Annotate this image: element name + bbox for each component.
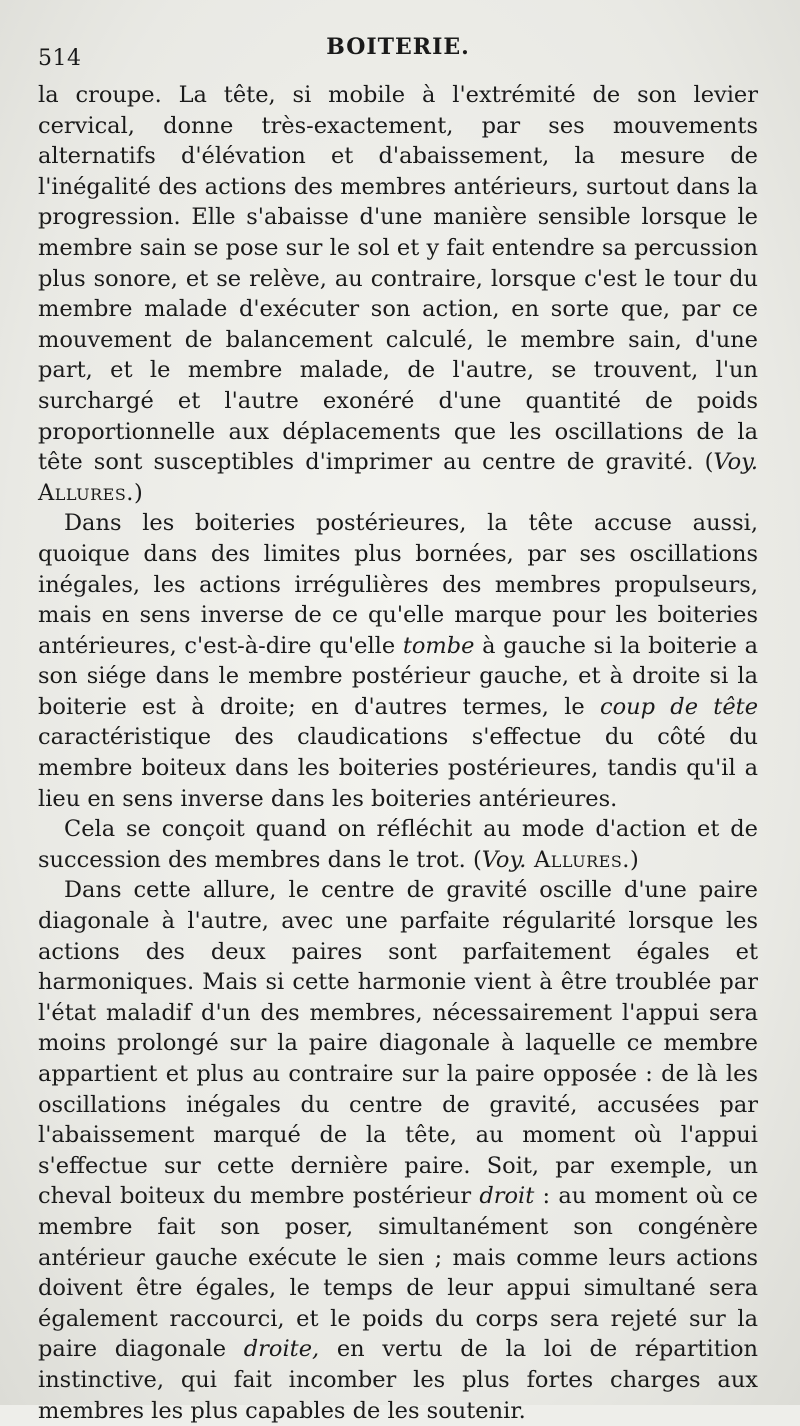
paragraph-2-text-b: à gauche si la boiterie a son siége dans le membre postérieur gauche, et à droite si la boiterie est à droite; en d'autres termes, le [38, 632, 758, 720]
paragraph-1 [38, 80, 758, 508]
close-paren: ) [629, 846, 639, 873]
italic-coup-de-tete: coup de tête [600, 693, 759, 720]
paragraph-2 [38, 508, 758, 814]
voy-abbrev: Voy. [481, 846, 527, 873]
paragraph-4-text-a: Dans cette allure, le centre de gravité oscille d'une paire diagonale à l'autre, avec une parfaite régularité lorsque les actions des deux paires sont parfaitement égales et harmoniques. Mais si cette harmonie vient à être troublée par l'état maladif d'un des membres, nécessairement l'appui sera moins prolongé sur la paire diagonale à laquelle ce membre appartient et plus au contraire sur la paire opposée : de là les oscillations inégales du centre de gravité, accusées par l'abaissement marqué de la tête, au moment où l'appui s'effectue sur cette dernière paire. Soit, par exemple, un cheval boiteux du membre postérieur [38, 877, 758, 1210]
body-text [38, 80, 758, 1426]
paragraph-4-text-b: : au moment où ce membre fait son poser, simultanément son congénère antérieur gauche exécute le sien ; mais comme leurs actions doivent être égales, le temps de leur appui simultané sera également raccourci, et le poids du corps sera rejeté sur la paire diagonale [38, 1183, 758, 1363]
paragraph-1-text: la croupe. La tête, si mobile à l'extrémité de son levier cervical, donne très-exactement, par ses mouvements alternatifs d'élévation et d'abaissement, la mesure de l'inégalité des actions des membres antérieurs, surtout dans la progression. Elle s'abaisse d'une manière sensible lorsque le membre sain se pose sur le sol et y fait entendre sa percussion plus sonore, et se relève, au contraire, lorsque c'est le tour du membre malade d'exécuter son action, en sorte que, par ce mouvement de balancement calculé, le membre sain, d'une part, et le membre malade, de l'autre, se trouvent, l'un surchargé et l'autre exonéré d'une quantité de poids proportionnelle aux déplacements que les oscillations de la tête sont susceptibles d'imprimer au centre de gravité. ( [38, 82, 758, 476]
italic-droit: droit [479, 1183, 535, 1210]
running-head: BOITERIE. [326, 34, 470, 60]
paragraph-3 [38, 814, 758, 875]
page-header [38, 28, 758, 80]
italic-droite: droite, [243, 1336, 320, 1363]
close-paren: ) [133, 479, 143, 506]
page-number: 514 [38, 46, 82, 71]
paragraph-2-text-c: caractéristique des claudications s'effectue du côté du membre boiteux dans les boiteries postérieures, tandis qu'il a lieu en sens inverse dans les boiteries antérieures. [38, 724, 758, 812]
italic-tombe: tombe [402, 632, 475, 659]
paragraph-4-text-c: en vertu de la loi de répartition instinctive, qui fait incomber les plus fortes charges aux membres les plus capables de les soutenir. [38, 1336, 758, 1424]
paragraph-2-text-a: Dans les boiteries postérieures, la tête accuse aussi, quoique dans des limites plus bornées, par ses oscillations inégales, les actions irrégulières des membres propulseurs, mais en sens inverse de ce qu'elle marque pour les boiteries antérieures, c'est-à-dire qu'elle [38, 510, 758, 659]
voy-abbrev: Voy. [713, 449, 758, 476]
allures-reference: Allures. [526, 846, 630, 873]
paragraph-4 [38, 875, 758, 1426]
allures-reference: Allures. [38, 479, 134, 506]
paragraph-3-text: Cela se conçoit quand on réfléchit au mode d'action et de succession des membres dans le trot. ( [38, 816, 758, 873]
